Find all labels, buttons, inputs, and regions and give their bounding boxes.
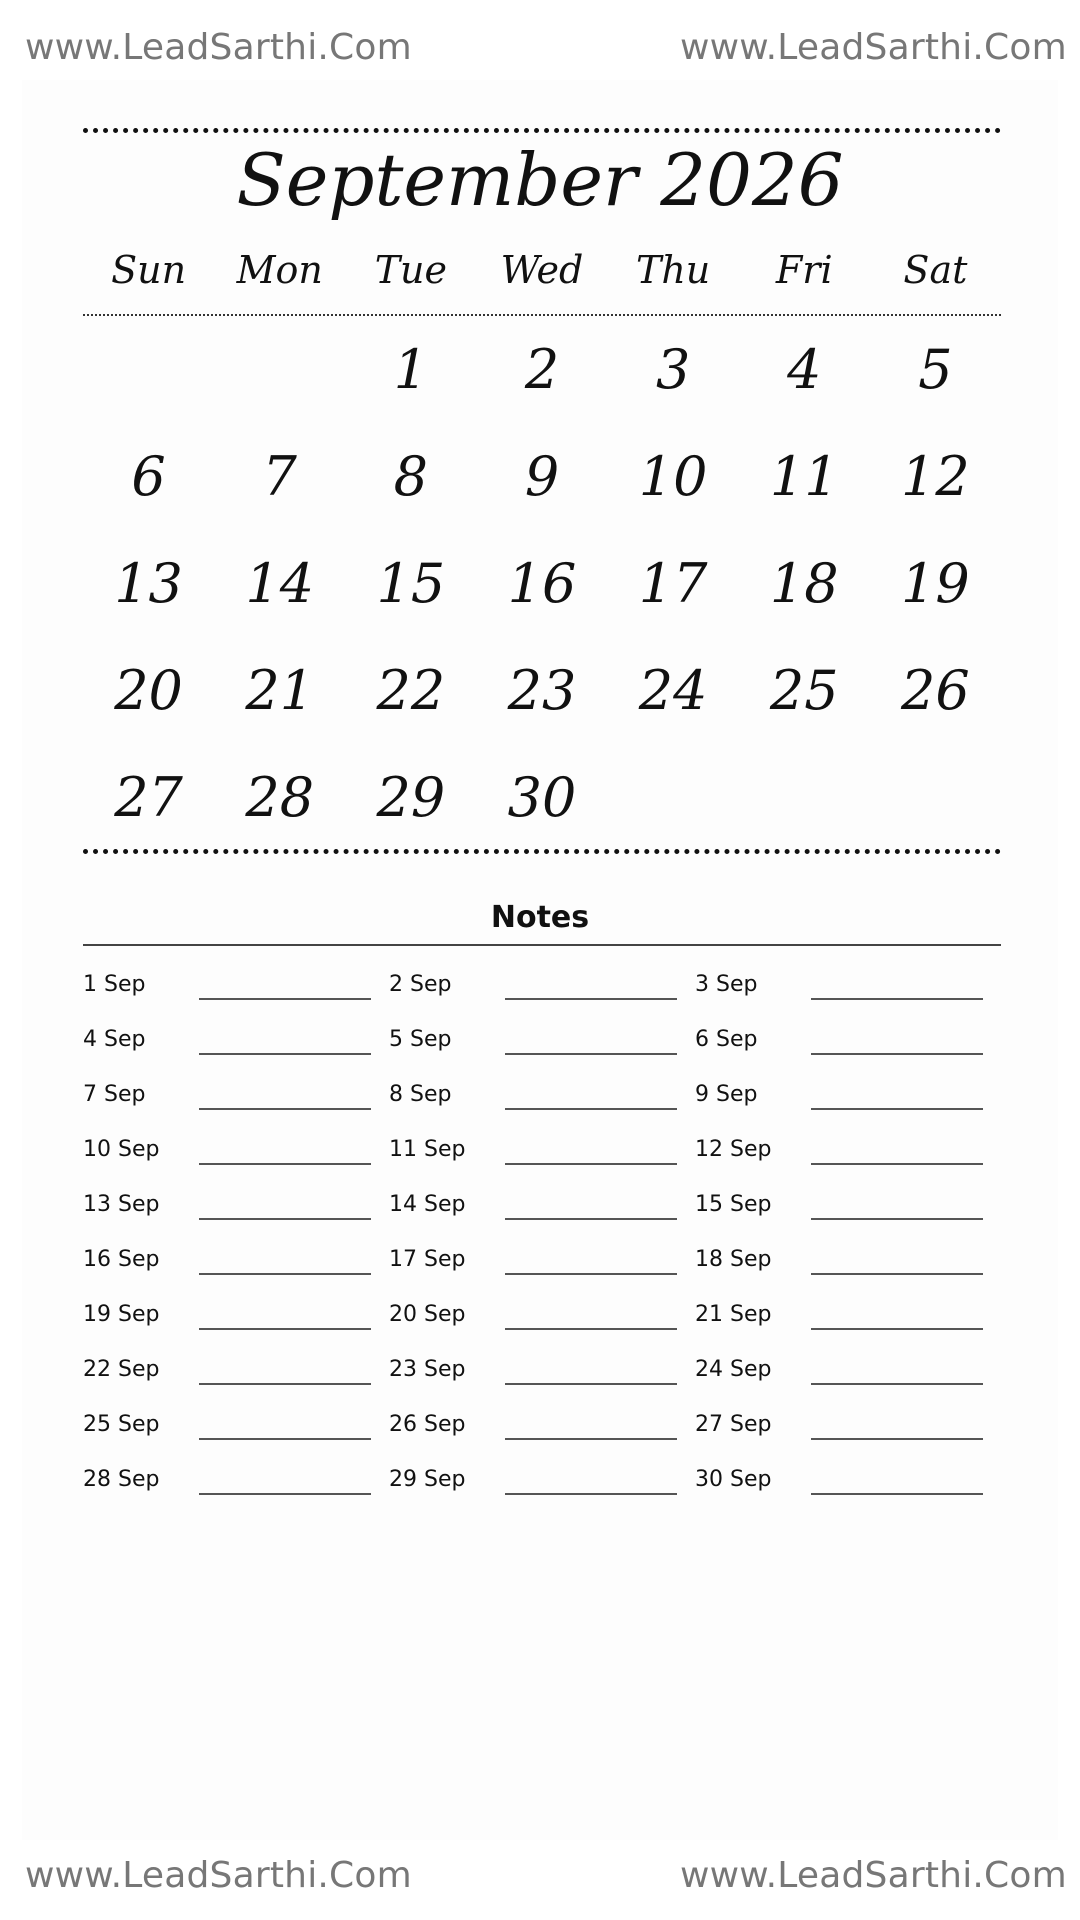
note-write-line <box>199 1108 371 1110</box>
note-write-line <box>199 998 371 1000</box>
day-cell: 14 <box>245 552 315 615</box>
note-entry <box>389 1186 695 1241</box>
note-entry <box>389 1131 695 1186</box>
note-write-line <box>199 1383 371 1385</box>
note-date-label: 20 Sep <box>389 1302 466 1327</box>
weekday-wed: Wed <box>500 248 584 292</box>
note-entry <box>389 1351 695 1406</box>
note-date-label: 24 Sep <box>695 1357 772 1382</box>
note-date-label: 6 Sep <box>695 1027 758 1052</box>
note-entry <box>83 966 389 1021</box>
note-write-line <box>505 1218 677 1220</box>
day-cell: 24 <box>638 659 708 722</box>
watermark-bottom-left: www.LeadSarthi.Com <box>25 1855 412 1896</box>
note-date-label: 3 Sep <box>695 972 758 997</box>
note-entry <box>83 1296 389 1351</box>
note-entry <box>695 1296 1001 1351</box>
note-date-label: 2 Sep <box>389 972 452 997</box>
day-cell: 12 <box>901 445 970 508</box>
note-date-label: 25 Sep <box>83 1412 160 1437</box>
note-date-label: 1 Sep <box>83 972 146 997</box>
note-date-label: 13 Sep <box>83 1192 160 1217</box>
notes-divider <box>83 944 1001 946</box>
day-cell: 16 <box>507 552 577 615</box>
note-entry <box>695 1241 1001 1296</box>
notes-grid <box>83 966 1001 1516</box>
note-date-label: 14 Sep <box>389 1192 466 1217</box>
note-entry <box>83 1186 389 1241</box>
day-cell: 23 <box>507 659 577 722</box>
note-write-line <box>505 1108 677 1110</box>
note-write-line <box>811 1218 983 1220</box>
note-write-line <box>811 1108 983 1110</box>
note-date-label: 15 Sep <box>695 1192 772 1217</box>
note-write-line <box>199 1273 371 1275</box>
note-date-label: 4 Sep <box>83 1027 146 1052</box>
day-cell: 27 <box>114 766 183 829</box>
day-cell: 29 <box>376 766 446 829</box>
day-cell: 28 <box>245 766 315 829</box>
note-entry <box>695 1131 1001 1186</box>
note-entry <box>695 1076 1001 1131</box>
note-write-line <box>199 1328 371 1330</box>
note-entry <box>695 1406 1001 1461</box>
day-cell: 22 <box>376 659 446 722</box>
weekday-thu: Thu <box>635 248 711 292</box>
note-entry <box>83 1021 389 1076</box>
day-cell: 15 <box>376 552 446 615</box>
day-cell: 30 <box>507 766 577 829</box>
note-entry <box>695 1186 1001 1241</box>
note-entry <box>695 1021 1001 1076</box>
weekday-tue: Tue <box>374 248 447 292</box>
note-entry <box>389 1021 695 1076</box>
note-entry <box>389 1296 695 1351</box>
day-cell: 13 <box>114 552 183 615</box>
day-cell <box>83 330 214 437</box>
note-entry <box>83 1131 389 1186</box>
day-cell: 9 <box>524 445 560 508</box>
note-write-line <box>505 998 677 1000</box>
weekday-header-row <box>83 240 1001 300</box>
month-title: September 2026 <box>236 138 844 222</box>
note-entry <box>695 1461 1001 1516</box>
note-date-label: 17 Sep <box>389 1247 466 1272</box>
day-cell: 1 <box>393 338 429 401</box>
note-write-line <box>199 1493 371 1495</box>
note-write-line <box>811 1383 983 1385</box>
note-date-label: 19 Sep <box>83 1302 160 1327</box>
note-date-label: 11 Sep <box>389 1137 466 1162</box>
note-date-label: 23 Sep <box>389 1357 466 1382</box>
note-date-label: 10 Sep <box>83 1137 160 1162</box>
note-date-label: 26 Sep <box>389 1412 466 1437</box>
weekday-sun: Sun <box>111 248 187 292</box>
note-write-line <box>199 1218 371 1220</box>
note-entry <box>695 966 1001 1021</box>
note-date-label: 27 Sep <box>695 1412 772 1437</box>
note-date-label: 7 Sep <box>83 1082 146 1107</box>
day-cell: 8 <box>393 445 429 508</box>
note-write-line <box>199 1163 371 1165</box>
note-date-label: 18 Sep <box>695 1247 772 1272</box>
watermark-top-right: www.LeadSarthi.Com <box>680 27 1067 68</box>
day-cell: 18 <box>769 552 839 615</box>
note-write-line <box>811 1328 983 1330</box>
day-cell: 3 <box>655 338 691 401</box>
note-date-label: 28 Sep <box>83 1467 160 1492</box>
weekday-fri: Fri <box>775 248 833 292</box>
note-entry <box>83 1461 389 1516</box>
note-write-line <box>811 998 983 1000</box>
note-entry <box>389 1241 695 1296</box>
day-cell: 19 <box>901 552 970 615</box>
note-entry <box>389 966 695 1021</box>
watermark-top-left: www.LeadSarthi.Com <box>25 27 412 68</box>
note-entry <box>389 1461 695 1516</box>
note-entry <box>389 1406 695 1461</box>
notes-title: Notes <box>490 900 590 935</box>
day-cell: 17 <box>638 552 708 615</box>
note-date-label: 5 Sep <box>389 1027 452 1052</box>
note-write-line <box>811 1053 983 1055</box>
note-date-label: 21 Sep <box>695 1302 772 1327</box>
bottom-dotted-divider <box>83 849 1001 854</box>
day-cell: 20 <box>114 659 183 722</box>
weekday-sat: Sat <box>903 248 968 292</box>
calendar-day-grid <box>83 330 1001 865</box>
note-write-line <box>505 1053 677 1055</box>
day-cell: 7 <box>262 445 297 508</box>
day-cell: 10 <box>638 445 708 508</box>
note-write-line <box>811 1438 983 1440</box>
note-write-line <box>199 1053 371 1055</box>
day-cell: 6 <box>131 445 166 508</box>
note-entry <box>83 1351 389 1406</box>
weekday-divider <box>83 314 1001 316</box>
note-date-label: 30 Sep <box>695 1467 772 1492</box>
note-entry <box>83 1241 389 1296</box>
note-entry <box>83 1076 389 1131</box>
note-write-line <box>505 1438 677 1440</box>
note-date-label: 12 Sep <box>695 1137 772 1162</box>
day-cell: 4 <box>787 338 822 401</box>
note-write-line <box>505 1163 677 1165</box>
note-write-line <box>505 1383 677 1385</box>
note-date-label: 22 Sep <box>83 1357 160 1382</box>
day-cell: 5 <box>918 338 953 401</box>
note-date-label: 9 Sep <box>695 1082 758 1107</box>
day-cell: 2 <box>524 338 560 401</box>
note-date-label: 8 Sep <box>389 1082 452 1107</box>
note-entry <box>389 1076 695 1131</box>
day-cell <box>214 330 345 437</box>
note-write-line <box>505 1493 677 1495</box>
note-write-line <box>505 1273 677 1275</box>
day-cell: 11 <box>769 445 839 508</box>
note-write-line <box>811 1493 983 1495</box>
day-cell: 26 <box>901 659 970 722</box>
note-write-line <box>505 1328 677 1330</box>
note-entry <box>695 1351 1001 1406</box>
note-date-label: 29 Sep <box>389 1467 466 1492</box>
watermark-bottom-right: www.LeadSarthi.Com <box>680 1855 1067 1896</box>
note-entry <box>83 1406 389 1461</box>
note-date-label: 16 Sep <box>83 1247 160 1272</box>
note-write-line <box>199 1438 371 1440</box>
weekday-mon: Mon <box>236 248 323 292</box>
day-cell: 21 <box>245 659 315 722</box>
day-cell: 25 <box>769 659 839 722</box>
note-write-line <box>811 1273 983 1275</box>
note-write-line <box>811 1163 983 1165</box>
